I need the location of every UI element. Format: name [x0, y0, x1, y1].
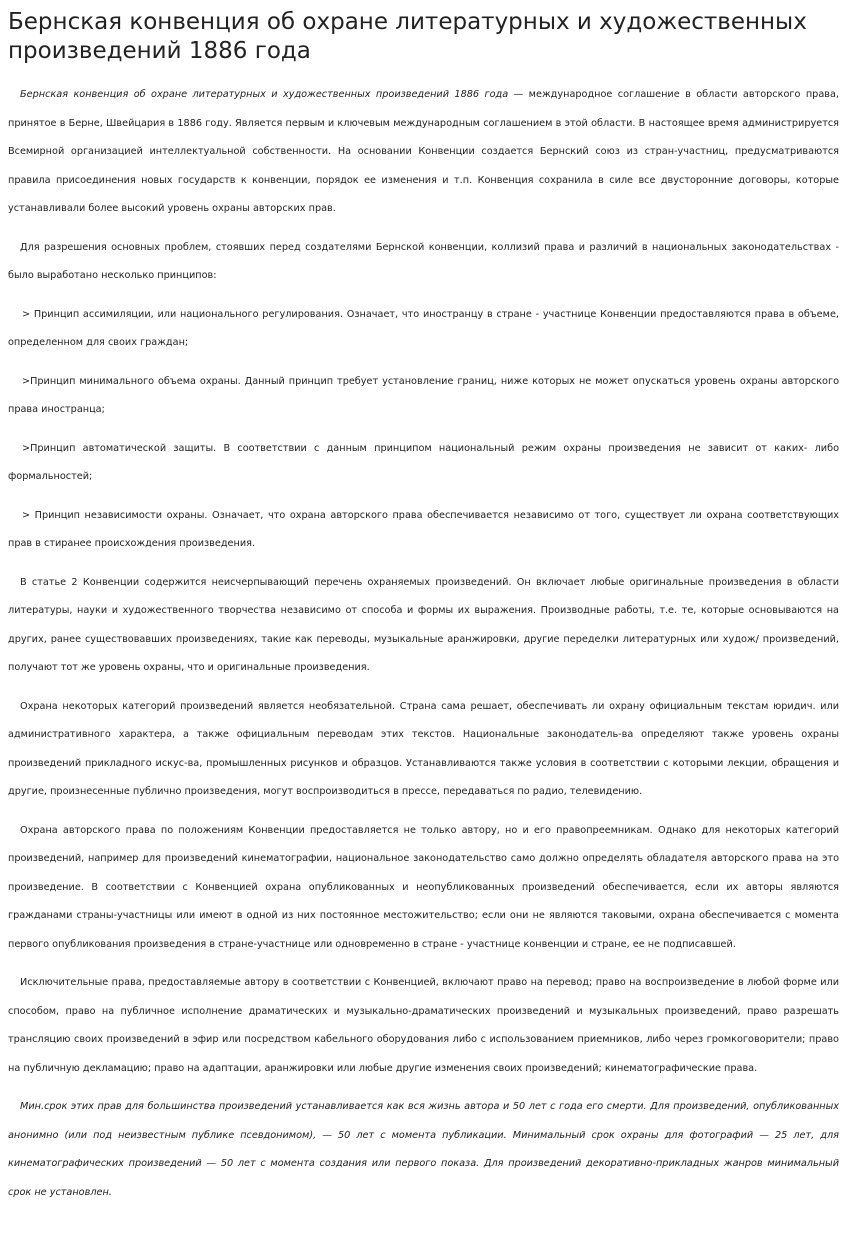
principle-item: > Принцип независимости охраны. Означает, что охрана авторского права обеспечивается независимо от того, существует ли охрана соответствующих прав в стиранее происхождения произведения. [8, 509, 839, 549]
closing-paragraph: Мин.срок этих прав для большинства произведений устанавливается как вся жизнь автора и 50 лет с года его смерти. Для произведений, опубликованных анонимно (или под неизвестным публике псевдонимом), — 50 лет с момента публикации. Минимальный срок охраны для фотографий — 25 лет, для кинематографических произведений — 50 лет с момента создания или первого показа. Для произведений декоративно-прикладных жанров минимальный срок не установлен. [8, 1101, 839, 1198]
body-paragraph: В статье 2 Конвенции содержится неисчерпывающий перечень охраняемых произведений. Он включает любые оригинальные произведения в области литературы, науки и художественного творчества независимо от способа и формы их выражения. Производные работы, т.е. те, которые основываются на других, ранее существовавших произведениях, такие как переводы, музыкальные аранжировки, другие переделки литературных или худож/ произведений, получают тот же уровень охраны, что и оригинальные произведения. [8, 576, 839, 673]
principle-item: >Принцип автоматической защиты. В соответствии с данным принципом национальный режим охраны произведения не зависит от каких- либо формальностей; [8, 442, 839, 482]
body-paragraph: Охрана некоторых категорий произведений является необязательной. Страна сама решает, обеспечивать ли охрану официальным текстам юридич. или административного характера, а также официальным переводам этих текстов. Национальные законодатель-ва определяют также уровень охраны произведений прикладного искус-ва, промышленных рисунков и образцов. Устанавливаются также условия в соответствии с которыми лекции, обращения и другие, произнесенные публично произведения, могут воспроизводиться в прессе, передаваться по радио, телевидению. [8, 700, 839, 797]
principles-intro: Для разрешения основных проблем, стоявших перед создателями Бернской конвенции, коллизий права и различий в национальных законодательствах - было выработано несколько принципов: [8, 241, 839, 281]
body-paragraph: Охрана авторского права по положениям Конвенции предоставляется не только автору, но и его правопреемникам. Однако для некоторых категорий произведений, например для произведений кинематографии, национальное законодательство само должно определять обладателя авторского права на это произведение. В соответствии с Конвенцией охрана опубликованных и неопубликованных произведений обеспечивается, если их авторы являются гражданами страны-участницы или имеют в одной из них постоянное местожительство; если они не являются таковыми, охрана обеспечивается с момента первого опубликования произведения в стране-участнице или одновременно в стране - участнице конвенции и стране, ее не подписавшей. [8, 824, 839, 950]
intro-text: — международное соглашение в области авторского права, принятое в Берне, Швейцария в 1886 году. Является первым и ключевым международным соглашением в этой области. В настоящее время администрируется Всемирной организацией интеллектуальной собственности. На основании Конвенции создается Бернский союз из стран-участниц, предусматриваются правила присоединения новых государств к конвенции, порядок ее изменения и т.п. Конвенция сохранила в силе все двусторонние договоры, которые устанавливали более высокий уровень охраны авторских прав. [8, 89, 839, 214]
intro-lead: Бернская конвенция об охране литературных и художественных произведений 1886 года [20, 89, 509, 100]
body-paragraph: Исключительные права, предоставляемые автору в соответствии с Конвенцией, включают право на перевод; право на воспроизведение в любой форме или способом, право на публичное исполнение драматических и музыкально-драматических произведений и музыкальных произведений, право разрешать трансляцию своих произведений в эфир или посредством кабельного оборудования либо с использованием приемников, либо через громкоговорители; право на публичную декламацию; право на адаптации, аранжировки или любые другие изменения своих произведений; кинематографические права. [8, 977, 839, 1074]
principle-item: >Принцип минимального объема охраны. Данный принцип требует установление границ, ниже которых не может опускаться уровень охраны авторского права иностранца; [8, 375, 839, 415]
principle-item: > Принцип ассимиляции, или национального регулирования. Означает, что иностранцу в стране - участнице Конвенции предоставляются права в объеме, определенном для своих граждан; [8, 308, 839, 348]
page-title: Бернская конвенция об охране литературных и художественных произведений 1886 года [8, 9, 807, 64]
intro-paragraph [8, 81, 839, 224]
